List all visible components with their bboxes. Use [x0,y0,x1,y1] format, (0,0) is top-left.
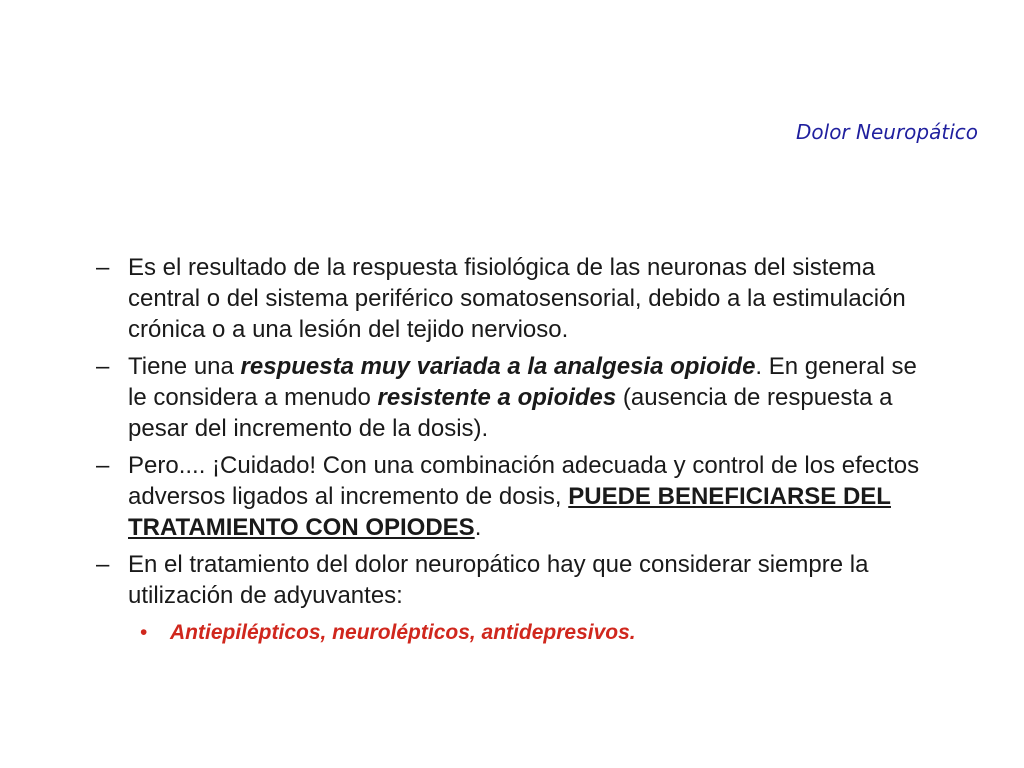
dash-marker: – [96,452,110,479]
dash-marker: – [96,353,110,380]
bullet-marker: • [140,621,148,644]
list-item [96,351,926,444]
item-text: Es el resultado de la respuesta fisiológica de las neuronas del sistema central o del sistema periférico somatosensorial, debido a la estimulación crónica o a una lesión del tejido nervioso. [128,254,906,343]
slide-title: Dolor Neuropático [796,120,978,144]
list-item [96,450,926,543]
list-item [96,252,926,345]
dash-marker: – [96,551,110,578]
sub-list-item [140,617,926,648]
emphasis-text: respuesta muy variada a la analgesia opioide [240,353,756,380]
item-text [128,450,926,543]
bullet-list [96,252,926,648]
text-run: . En general se le considera a menudo [128,353,917,411]
underlined-emphasis-text: PUEDE BENEFICIARSE DEL TRATAMIENTO CON OPIODES [128,483,891,541]
text-run: (ausencia de respuesta a pesar del incremento de la dosis). [128,384,893,442]
text-run: Tiene una [128,353,241,380]
list-item [96,549,926,611]
emphasis-text: resistente a opioides [377,384,617,411]
sub-item-text: Antiepilépticos, neurolépticos, antidepresivos. [170,621,636,644]
text-run: . [474,514,482,541]
item-text [128,351,926,444]
text-run: Pero.... ¡Cuidado! Con una combinación adecuada y control de los efectos adversos ligados al incremento de dosis, [128,452,920,510]
item-text: En el tratamiento del dolor neuropático hay que considerar siempre la utilización de adyuvantes: [128,551,869,609]
dash-marker: – [96,254,110,281]
